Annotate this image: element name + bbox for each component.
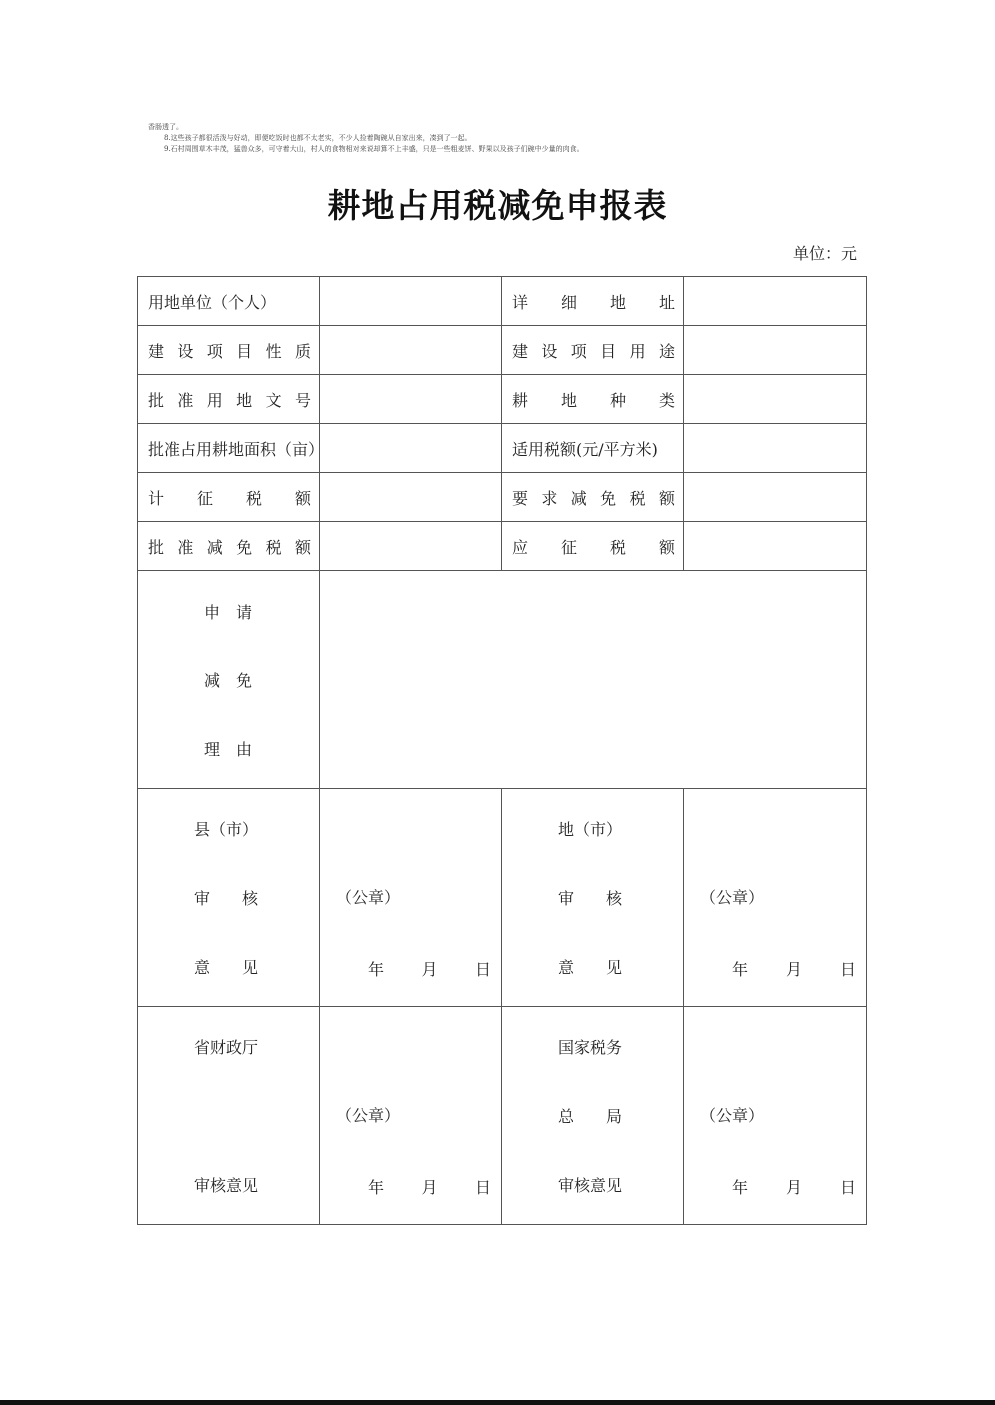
left-value-cell[interactable] xyxy=(320,375,502,424)
form-row xyxy=(138,473,867,522)
form-row xyxy=(138,326,867,375)
county-review-label-cell xyxy=(138,789,320,1007)
reason-label-line: 减 免 xyxy=(204,671,253,690)
left-label-cell xyxy=(138,522,320,571)
label-char: 用地单位（个人） xyxy=(148,292,277,312)
top-note-line: 8.这些孩子都很活泼与好动，即便吃饭时也都不太老实，不少人捡着陶碗从自家出来，凑到了一起。 xyxy=(164,134,472,142)
date-month-label: 月 xyxy=(421,960,438,979)
prefecture-review-input-cell[interactable] xyxy=(684,789,867,1007)
label-char: 减 xyxy=(570,488,587,508)
label-char: 地 xyxy=(236,390,253,410)
label-char: 用 xyxy=(206,390,223,410)
left-label-cell xyxy=(138,277,320,326)
province-review-input-cell[interactable] xyxy=(320,1007,502,1225)
label-char: 批准占用耕地面积（亩） xyxy=(148,439,325,459)
date-month-label: 月 xyxy=(785,1178,802,1197)
right-value-cell[interactable] xyxy=(684,424,867,473)
label-char: 求 xyxy=(541,488,558,508)
left-label-cell xyxy=(138,375,320,424)
left-label xyxy=(138,388,319,411)
label-char: 税 xyxy=(629,488,646,508)
left-label xyxy=(138,437,325,460)
page-bottom-rule xyxy=(0,1400,995,1405)
right-label xyxy=(502,290,683,313)
label-char: 适用税额(元/平方米) xyxy=(512,439,658,459)
label-char: 额 xyxy=(294,537,311,557)
right-label-cell xyxy=(502,326,684,375)
label-char: 种 xyxy=(609,390,626,410)
form-row xyxy=(138,522,867,571)
unit-label: 单位：元 xyxy=(792,244,857,263)
right-value-cell[interactable] xyxy=(684,473,867,522)
right-label xyxy=(502,486,683,509)
label-char: 目 xyxy=(600,341,617,361)
prefecture-review-label-line: 审 核 xyxy=(558,889,623,908)
top-notes xyxy=(148,122,584,155)
label-char: 质 xyxy=(294,341,311,361)
reason-label-line: 申 请 xyxy=(204,602,253,622)
label-char: 址 xyxy=(658,292,675,312)
label-char: 额 xyxy=(658,488,675,508)
national-review-label-cell xyxy=(502,1007,684,1225)
left-value-cell[interactable] xyxy=(320,473,502,522)
left-label-cell xyxy=(138,473,320,522)
right-value-cell[interactable] xyxy=(684,277,867,326)
province-review-label-line: 省财政厅 xyxy=(194,1038,259,1057)
official-seal-label: （公章） xyxy=(700,888,765,907)
county-review-label-line: 审 核 xyxy=(194,889,259,908)
left-label-cell xyxy=(138,424,325,473)
right-label-cell xyxy=(502,424,684,473)
province-review-label-line: 审核意见 xyxy=(194,1176,259,1195)
label-char: 用 xyxy=(629,341,646,361)
official-seal-label: （公章） xyxy=(336,888,401,907)
label-char: 免 xyxy=(600,488,617,508)
label-char: 应 xyxy=(512,537,529,557)
label-char: 号 xyxy=(294,390,311,410)
date-year-label: 年 xyxy=(732,960,749,979)
left-label xyxy=(138,486,319,509)
prefecture-review-label-cell xyxy=(502,789,684,1007)
label-char: 建 xyxy=(512,341,529,361)
date-day-label: 日 xyxy=(474,960,491,979)
label-char: 细 xyxy=(560,292,577,312)
prefecture-review-label-line: 意 见 xyxy=(558,958,623,977)
left-value-cell[interactable] xyxy=(320,326,502,375)
left-label-cell xyxy=(138,326,320,375)
province-review-label-cell xyxy=(138,1007,320,1225)
label-char: 途 xyxy=(658,341,675,361)
label-char: 项 xyxy=(206,341,223,361)
left-value-cell[interactable] xyxy=(320,522,502,571)
label-char: 批 xyxy=(148,537,165,557)
review-row-1 xyxy=(138,789,867,1007)
left-value-cell[interactable] xyxy=(320,277,502,326)
date-year-label: 年 xyxy=(368,1178,385,1197)
form-title: 耕地占用税减免申报表 xyxy=(327,186,668,225)
label-char: 减 xyxy=(206,537,223,557)
label-char: 设 xyxy=(541,341,558,361)
label-char: 详 xyxy=(512,292,529,312)
national-review-input-cell[interactable] xyxy=(684,1007,867,1225)
right-value-cell[interactable] xyxy=(684,326,867,375)
form-row xyxy=(138,375,867,424)
label-char: 地 xyxy=(560,390,577,410)
form-row xyxy=(138,424,867,473)
right-value-cell[interactable] xyxy=(684,522,867,571)
form-row xyxy=(138,277,867,326)
label-char: 地 xyxy=(609,292,626,312)
label-char: 额 xyxy=(294,488,311,508)
reason-input-cell[interactable] xyxy=(320,571,867,789)
right-value-cell[interactable] xyxy=(684,375,867,424)
right-label xyxy=(502,339,683,362)
reason-label-line: 理 由 xyxy=(204,739,253,759)
prefecture-review-label-line: 地（市） xyxy=(558,820,623,839)
right-label-cell xyxy=(502,522,684,571)
label-char: 免 xyxy=(236,537,253,557)
left-label xyxy=(138,290,319,313)
tax-reduction-form xyxy=(137,276,867,1225)
date-line xyxy=(732,957,856,980)
right-label xyxy=(502,437,683,460)
right-label xyxy=(502,535,683,558)
label-char: 要 xyxy=(512,488,529,508)
left-value-cell[interactable] xyxy=(320,424,502,473)
label-char: 文 xyxy=(265,390,282,410)
label-char: 项 xyxy=(570,341,587,361)
label-char: 类 xyxy=(658,390,675,410)
label-char: 税 xyxy=(245,488,262,508)
date-line xyxy=(368,1175,491,1198)
national-review-label-line: 总 局 xyxy=(558,1107,623,1126)
date-year-label: 年 xyxy=(732,1178,749,1197)
national-review-label-line: 审核意见 xyxy=(558,1176,623,1195)
date-day-label: 日 xyxy=(839,960,856,979)
label-char: 目 xyxy=(236,341,253,361)
right-label-cell xyxy=(502,277,684,326)
county-review-label-line: 意 见 xyxy=(194,958,259,977)
label-char: 性 xyxy=(265,341,282,361)
county-review-label-line: 县（市） xyxy=(194,820,259,839)
reason-label-cell xyxy=(138,571,320,789)
right-label xyxy=(502,388,683,411)
label-char: 准 xyxy=(177,390,194,410)
date-day-label: 日 xyxy=(474,1178,491,1197)
top-note-line: 9.石村周围草木丰茂，猛兽众多，可守着大山，村人的食物相对来说却算不上丰盛，只是一些粗麦饼、野果以及孩子们碗中少量的肉食。 xyxy=(164,145,584,153)
top-note-line: 香肠透了。 xyxy=(148,123,183,131)
county-review-input-cell[interactable] xyxy=(320,789,502,1007)
official-seal-label: （公章） xyxy=(700,1106,765,1125)
official-seal-label: （公章） xyxy=(336,1106,401,1125)
label-char: 建 xyxy=(148,341,165,361)
label-char: 耕 xyxy=(512,390,529,410)
date-day-label: 日 xyxy=(839,1178,856,1197)
label-char: 设 xyxy=(177,341,194,361)
national-review-label-line: 国家税务 xyxy=(558,1038,623,1057)
date-line xyxy=(732,1175,856,1198)
label-char: 额 xyxy=(658,537,675,557)
date-year-label: 年 xyxy=(368,960,385,979)
date-line xyxy=(368,957,491,980)
label-char: 税 xyxy=(265,537,282,557)
right-label-cell xyxy=(502,473,684,522)
left-label xyxy=(138,339,319,362)
left-label xyxy=(138,535,319,558)
label-char: 准 xyxy=(177,537,194,557)
label-char: 批 xyxy=(148,390,165,410)
reason-row xyxy=(138,571,867,789)
date-month-label: 月 xyxy=(785,960,802,979)
label-char: 计 xyxy=(148,488,165,508)
date-month-label: 月 xyxy=(421,1178,438,1197)
label-char: 税 xyxy=(609,537,626,557)
review-row-2 xyxy=(138,1007,867,1225)
label-char: 征 xyxy=(196,488,213,508)
right-label-cell xyxy=(502,375,684,424)
label-char: 征 xyxy=(560,537,577,557)
